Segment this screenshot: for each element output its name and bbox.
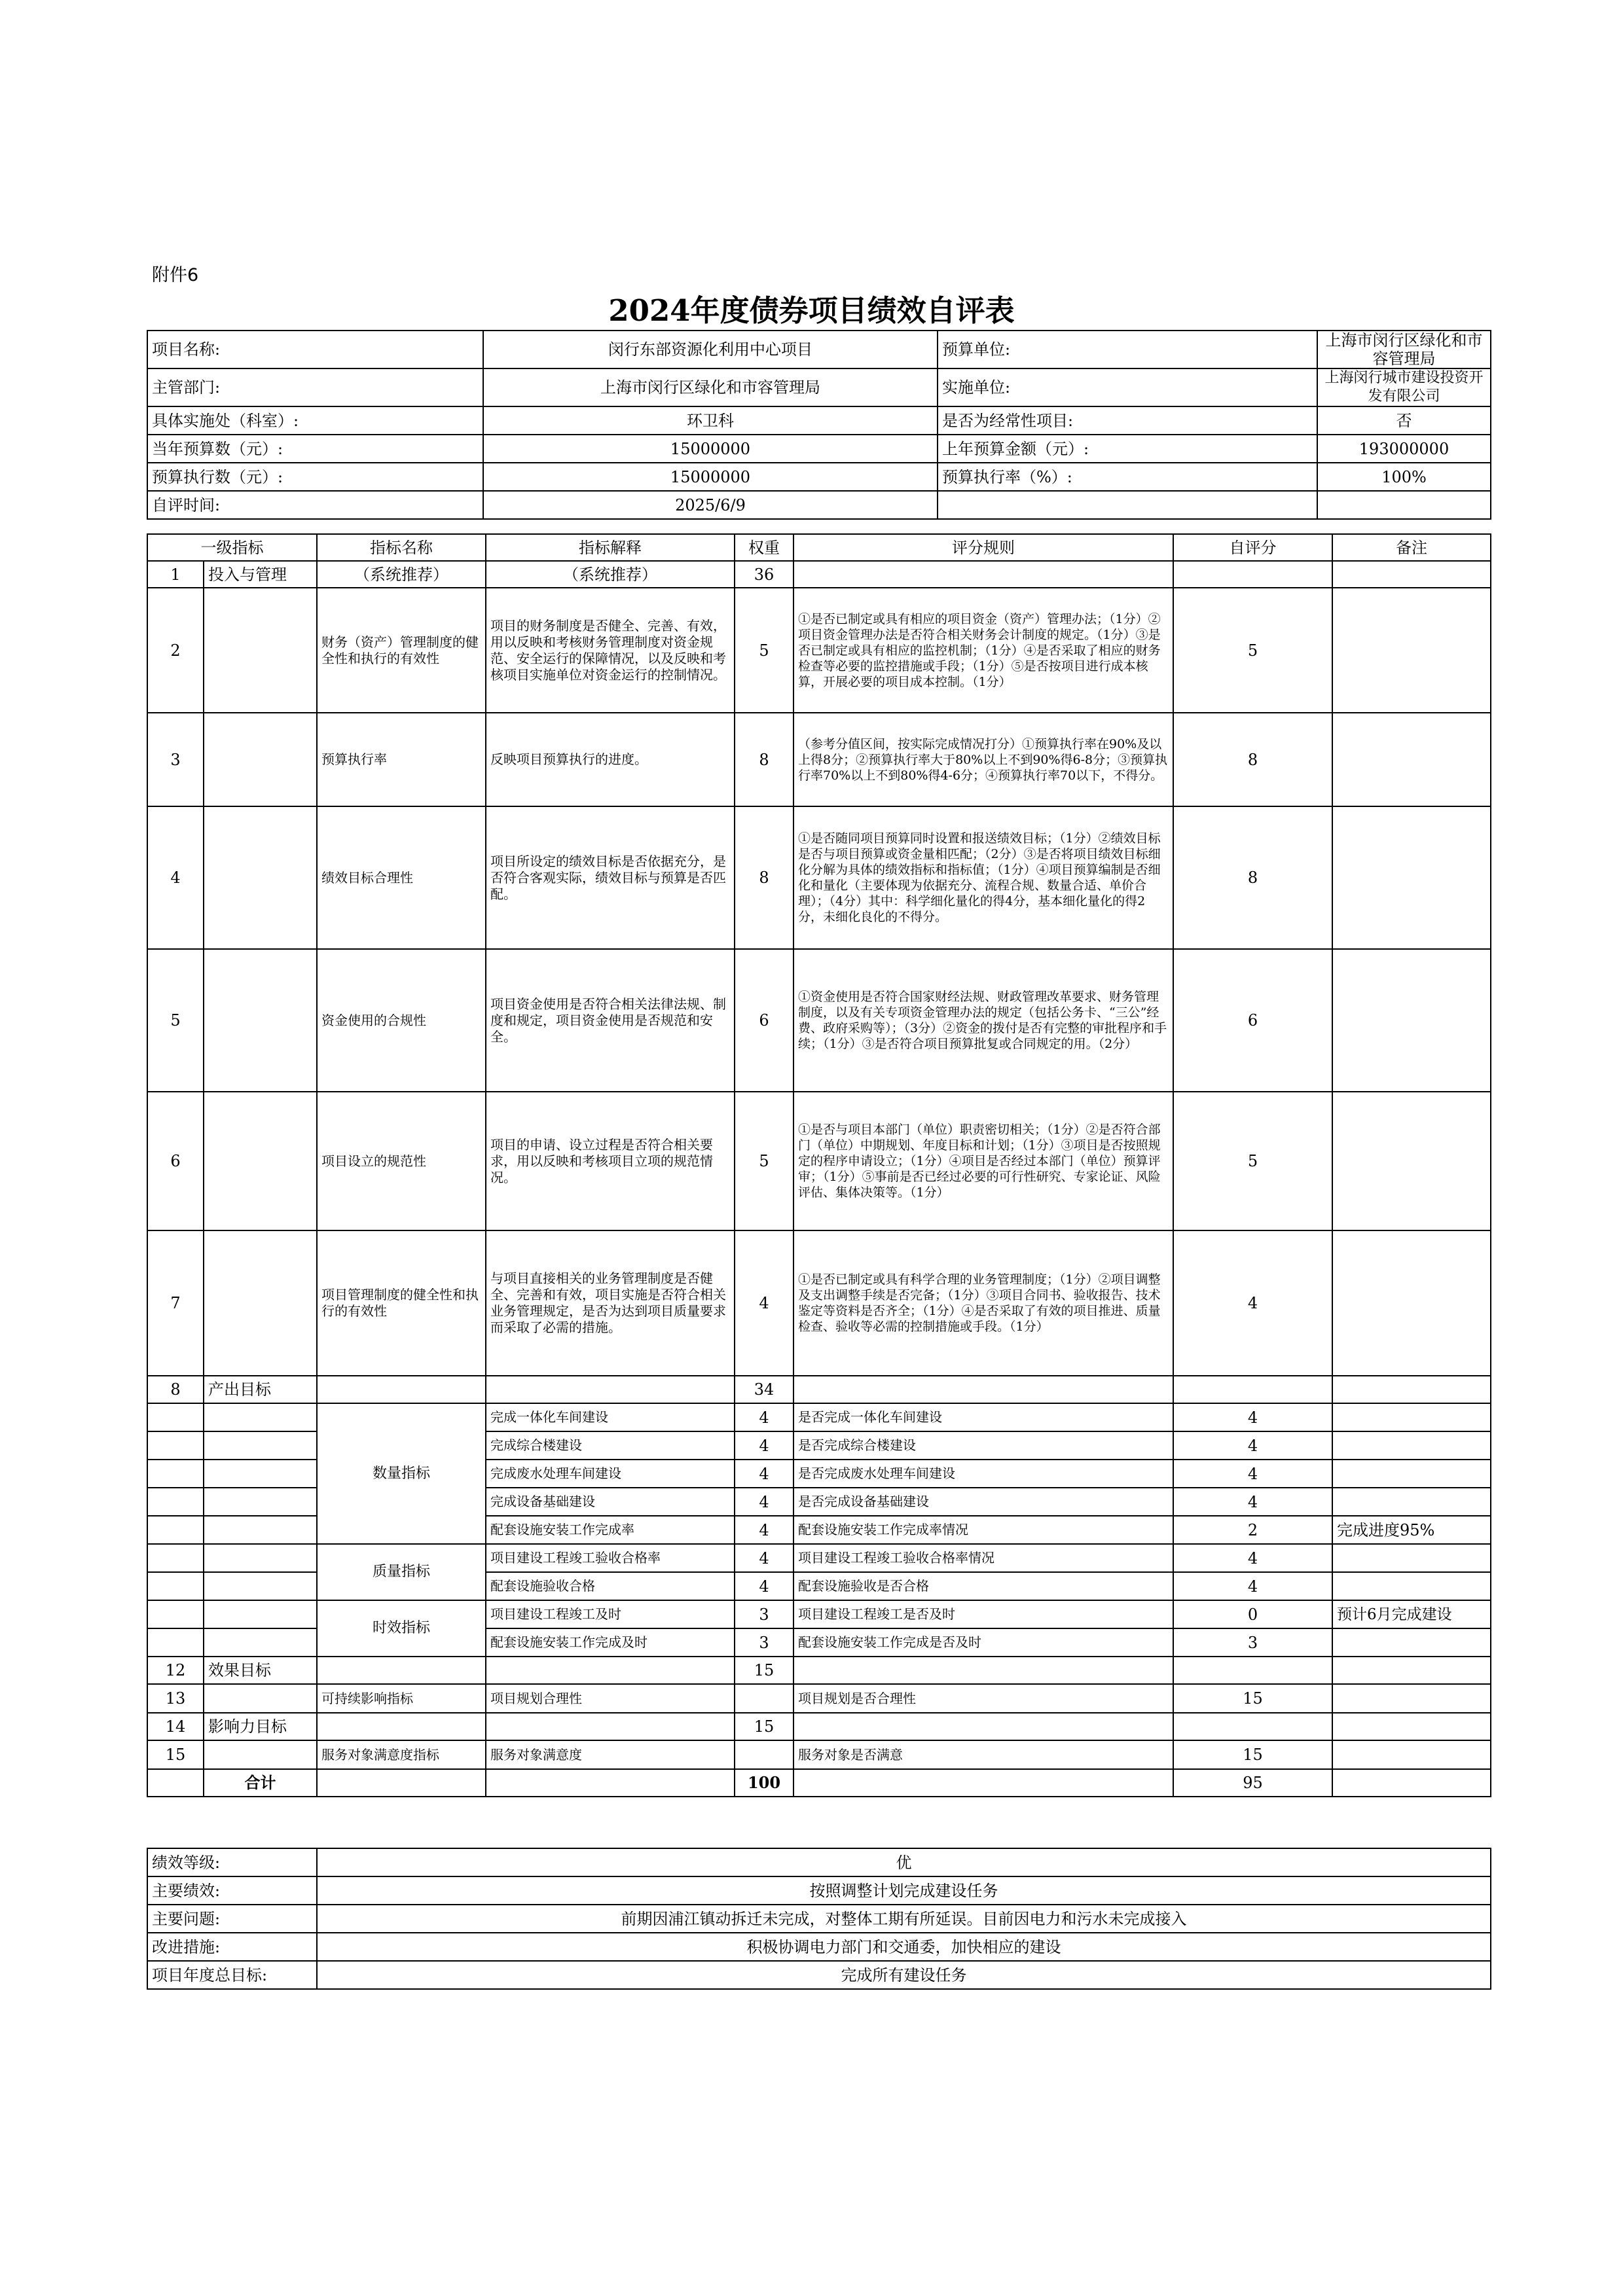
self-score: 15 (1173, 1740, 1332, 1769)
self-score (1173, 1657, 1332, 1684)
header-score: 自评分 (1173, 534, 1332, 561)
indicator-name: 预算执行率 (317, 713, 486, 806)
note (1332, 1488, 1491, 1516)
weight: 4 (735, 1460, 793, 1488)
weight: 34 (735, 1376, 793, 1403)
weight (735, 1684, 793, 1713)
header-rule: 评分规则 (793, 534, 1173, 561)
info-row (147, 491, 1491, 519)
summary-row (147, 1876, 1491, 1905)
table-row (147, 1403, 1491, 1431)
self-score: 3 (1173, 1628, 1332, 1657)
indicator-name (317, 1769, 486, 1797)
weight: 4 (735, 1230, 793, 1376)
weight: 5 (735, 1092, 793, 1230)
level1-indicator (204, 806, 317, 949)
indicator-explain: 完成废水处理车间建设 (486, 1460, 735, 1488)
note (1332, 1092, 1491, 1230)
weight: 3 (735, 1600, 793, 1628)
indicator-explain: 项目的申请、设立过程是否符合相关要求，用以反映和考核项目立项的规范情况。 (486, 1092, 735, 1230)
attachment-label: 附件6 (152, 265, 199, 285)
row-number (147, 1488, 204, 1516)
budget-value: 15000000 (483, 435, 938, 463)
indicator-explain: 完成设备基础建设 (486, 1488, 735, 1516)
indicator-explain (486, 1376, 735, 1403)
self-score: 4 (1173, 1460, 1332, 1488)
level1-indicator (204, 949, 317, 1092)
total-row (147, 1769, 1491, 1797)
indicator-explain: 配套设施验收合格 (486, 1572, 735, 1600)
row-number: 7 (147, 1230, 204, 1376)
table-row (147, 1230, 1491, 1376)
info-row (147, 406, 1491, 435)
scoring-rule: ①资金使用是否符合国家财经法规、财政管理改革要求、财务管理制度，以及有关专项资金管理办法的规定（包括公务卡、“三公”经费、政府采购等）；（3分）②资金的拨付是否有完整的审批程序和手续；（1分）③是否符合项目预算批复或合同规定的用。（2分） (793, 949, 1173, 1092)
weight: 15 (735, 1657, 793, 1684)
self-score: 6 (1173, 949, 1332, 1092)
weight: 3 (735, 1628, 793, 1657)
scoring-rule (793, 561, 1173, 588)
last-budget-label: 上年预算金额（元）: (938, 435, 1317, 463)
self-score (1173, 1713, 1332, 1740)
scoring-rule (793, 1769, 1173, 1797)
indicator-explain: 配套设施安装工作完成率 (486, 1516, 735, 1544)
level1-indicator (204, 713, 317, 806)
budget-label: 当年预算数（元）: (147, 435, 483, 463)
level1-indicator (204, 1516, 317, 1544)
table-row (147, 1657, 1491, 1684)
note (1332, 1684, 1491, 1713)
row-number: 5 (147, 949, 204, 1092)
table-row (147, 713, 1491, 806)
project-info-table (147, 330, 1491, 520)
weight: 15 (735, 1713, 793, 1740)
header-explain: 指标解释 (486, 534, 735, 561)
level1-indicator (204, 1544, 317, 1572)
note (1332, 1376, 1491, 1403)
scoring-rule: ①是否与项目本部门（单位）职责密切相关；（1分）②是否符合部门（单位）中期规划、年度目标和计划；（1分）③项目是否按照规定的程序申请设立；（1分）④项目是否经过本部门（单位）预算评审；（1分）⑤事前是否已经过必要的可行性研究、专家论证、风险评估、集体决策等。（1分） (793, 1092, 1173, 1230)
project-name-value: 闵行东部资源化利用中心项目 (483, 331, 938, 368)
self-score: 5 (1173, 1092, 1332, 1230)
time-indicator-group: 时效指标 (317, 1600, 486, 1657)
level1-indicator (204, 1600, 317, 1628)
indicator-explain: 完成一体化车间建设 (486, 1403, 735, 1431)
row-number: 15 (147, 1740, 204, 1769)
indicator-name: 绩效目标合理性 (317, 806, 486, 949)
weight: 4 (735, 1572, 793, 1600)
exec-rate-value: 100% (1317, 463, 1491, 491)
indicator-explain: 配套设施安装工作完成及时 (486, 1628, 735, 1657)
scoring-rule (793, 1657, 1173, 1684)
row-number (147, 1431, 204, 1460)
row-number: 13 (147, 1684, 204, 1713)
scoring-rule (793, 1376, 1173, 1403)
self-score: 5 (1173, 588, 1332, 713)
row-number (147, 1628, 204, 1657)
scoring-rule: 配套设施安装工作完成是否及时 (793, 1628, 1173, 1657)
level1-indicator (204, 1740, 317, 1769)
note (1332, 1740, 1491, 1769)
self-score: 2 (1173, 1516, 1332, 1544)
scoring-rule: 是否完成一体化车间建设 (793, 1403, 1173, 1431)
self-score: 8 (1173, 806, 1332, 949)
indicator-name: 财务（资产）管理制度的健全性和执行的有效性 (317, 588, 486, 713)
level1-indicator: 产出目标 (204, 1376, 317, 1403)
note (1332, 1544, 1491, 1572)
indicator-explain: 项目建设工程竣工验收合格率 (486, 1544, 735, 1572)
self-score: 4 (1173, 1544, 1332, 1572)
table-row (147, 1684, 1491, 1713)
self-score: 4 (1173, 1431, 1332, 1460)
level1-indicator (204, 1572, 317, 1600)
info-row (147, 331, 1491, 368)
note (1332, 1572, 1491, 1600)
note (1332, 1657, 1491, 1684)
weight: 4 (735, 1488, 793, 1516)
weight: 36 (735, 561, 793, 588)
level1-indicator (204, 1460, 317, 1488)
note: 完成进度95% (1332, 1516, 1491, 1544)
table-row (147, 1544, 1491, 1572)
row-number: 8 (147, 1376, 204, 1403)
table-row (147, 1713, 1491, 1740)
note (1332, 1628, 1491, 1657)
weight: 4 (735, 1516, 793, 1544)
info-row (147, 435, 1491, 463)
level1-indicator (204, 1230, 317, 1376)
self-score: 15 (1173, 1684, 1332, 1713)
row-number: 3 (147, 713, 204, 806)
grade-label: 绩效等级: (147, 1848, 317, 1876)
info-row (147, 463, 1491, 491)
weight: 4 (735, 1431, 793, 1460)
grade-value: 优 (317, 1848, 1491, 1876)
budget-unit-label: 预算单位: (938, 331, 1317, 368)
office-label: 具体实施处（科室）: (147, 406, 483, 435)
weight: 4 (735, 1403, 793, 1431)
indicator-name (317, 1657, 486, 1684)
weight: 5 (735, 588, 793, 713)
indicator-name: 项目设立的规范性 (317, 1092, 486, 1230)
indicator-table (147, 533, 1491, 1797)
scoring-rule: 项目建设工程竣工验收合格率情况 (793, 1544, 1173, 1572)
table-row (147, 1092, 1491, 1230)
header-name: 指标名称 (317, 534, 486, 561)
indicator-explain: 反映项目预算执行的进度。 (486, 713, 735, 806)
indicator-explain: 服务对象满意度 (486, 1740, 735, 1769)
scoring-rule: 配套设施验收是否合格 (793, 1572, 1173, 1600)
scoring-rule: ①是否已制定或具有科学合理的业务管理制度；（1分）②项目调整及支出调整手续是否完备；（1分）③项目合同书、验收报告、技术鉴定等资料是否齐全；（1分）④是否采取了有效的项目推进、质量检查、验收等必需的控制措施或手段。（1分） (793, 1230, 1173, 1376)
level1-indicator (204, 1431, 317, 1460)
indicator-explain: 完成综合楼建设 (486, 1431, 735, 1460)
scoring-rule: 服务对象是否满意 (793, 1740, 1173, 1769)
note (1332, 949, 1491, 1092)
indicator-explain: 项目的财务制度是否健全、完善、有效，用以反映和考核财务管理制度对资金规范、安全运行的保障情况，以及反映和考核项目实施单位对资金运行的控制情况。 (486, 588, 735, 713)
row-number: 2 (147, 588, 204, 713)
level1-indicator: 投入与管理 (204, 561, 317, 588)
competent-dept-label: 主管部门: (147, 368, 483, 406)
executed-value: 15000000 (483, 463, 938, 491)
project-name-label: 项目名称: (147, 331, 483, 368)
performance-value: 按照调整计划完成建设任务 (317, 1876, 1491, 1905)
scoring-rule: 是否完成废水处理车间建设 (793, 1460, 1173, 1488)
header-level1: 一级指标 (147, 534, 317, 561)
recurring-label: 是否为经常性项目: (938, 406, 1317, 435)
self-score: 4 (1173, 1230, 1332, 1376)
indicator-name: 可持续影响指标 (317, 1684, 486, 1713)
row-number: 14 (147, 1713, 204, 1740)
exec-rate-label: 预算执行率（%）: (938, 463, 1317, 491)
scoring-rule: 项目建设工程竣工是否及时 (793, 1600, 1173, 1628)
row-number: 6 (147, 1092, 204, 1230)
summary-row (147, 1848, 1491, 1876)
indicator-explain (486, 1713, 735, 1740)
self-score: 4 (1173, 1403, 1332, 1431)
self-score: 4 (1173, 1572, 1332, 1600)
self-score (1173, 1376, 1332, 1403)
goal-label: 项目年度总目标: (147, 1961, 317, 1989)
indicator-explain: （系统推荐） (486, 561, 735, 588)
problem-value: 前期因浦江镇动拆迁未完成，对整体工期有所延误。目前因电力和污水未完成接入 (317, 1905, 1491, 1933)
level1-indicator (204, 1092, 317, 1230)
header-row (147, 534, 1491, 561)
scoring-rule: ①是否已制定或具有相应的项目资金（资产）管理办法；（1分）②项目资金管理办法是否符合相关财务会计制度的规定。（1分）③是否已制定或具有相应的监控机制；（1分）④是否采取了相应的财务检查等必要的监控措施或手段；（1分）⑤是否按项目进行成本核算，开展必要的项目成本控制。（1分） (793, 588, 1173, 713)
eval-time-label: 自评时间: (147, 491, 483, 519)
executed-label: 预算执行数（元）: (147, 463, 483, 491)
indicator-explain: 项目所设定的绩效目标是否依据充分，是否符合客观实际，绩效目标与预算是否匹配。 (486, 806, 735, 949)
table-row (147, 949, 1491, 1092)
scoring-rule: 项目规划是否合理性 (793, 1684, 1173, 1713)
self-score: 4 (1173, 1488, 1332, 1516)
budget-unit-value: 上海市闵行区绿化和市容管理局 (1317, 331, 1491, 368)
quality-indicator-group: 质量指标 (317, 1544, 486, 1600)
row-number (147, 1769, 204, 1797)
level1-indicator: 影响力目标 (204, 1713, 317, 1740)
summary-row (147, 1905, 1491, 1933)
total-score: 95 (1173, 1769, 1332, 1797)
competent-dept-value: 上海市闵行区绿化和市容管理局 (483, 368, 938, 406)
row-number (147, 1544, 204, 1572)
indicator-explain: 与项目直接相关的业务管理制度是否健全、完善和有效，项目实施是否符合相关业务管理规定，是否为达到项目质量要求而采取了必需的措施。 (486, 1230, 735, 1376)
level1-indicator: 效果目标 (204, 1657, 317, 1684)
indicator-explain: 项目规划合理性 (486, 1684, 735, 1713)
empty-cell (1317, 491, 1491, 519)
note (1332, 588, 1491, 713)
level1-indicator (204, 588, 317, 713)
row-number (147, 1600, 204, 1628)
note: 预计6月完成建设 (1332, 1600, 1491, 1628)
scoring-rule: 配套设施安装工作完成率情况 (793, 1516, 1173, 1544)
level1-indicator (204, 1403, 317, 1431)
row-number: 12 (147, 1657, 204, 1684)
weight (735, 1740, 793, 1769)
indicator-name: 资金使用的合规性 (317, 949, 486, 1092)
table-row (147, 1376, 1491, 1403)
weight: 8 (735, 806, 793, 949)
note (1332, 1713, 1491, 1740)
indicator-explain (486, 1657, 735, 1684)
total-weight: 100 (735, 1769, 793, 1797)
measure-label: 改进措施: (147, 1933, 317, 1961)
header-weight: 权重 (735, 534, 793, 561)
table-row (147, 806, 1491, 949)
level1-indicator (204, 1628, 317, 1657)
self-score (1173, 561, 1332, 588)
level1-indicator (204, 1684, 317, 1713)
summary-table (147, 1848, 1491, 1990)
eval-time-value: 2025/6/9 (483, 491, 938, 519)
impl-unit-value: 上海闵行城市建设投资开发有限公司 (1317, 368, 1491, 406)
header-note: 备注 (1332, 534, 1491, 561)
row-number: 1 (147, 561, 204, 588)
note (1332, 1230, 1491, 1376)
performance-label: 主要绩效: (147, 1876, 317, 1905)
page-title: 2024年度债券项目绩效自评表 (608, 293, 1015, 328)
note (1332, 561, 1491, 588)
indicator-explain (486, 1769, 735, 1797)
last-budget-value: 193000000 (1317, 435, 1491, 463)
weight: 6 (735, 949, 793, 1092)
note (1332, 713, 1491, 806)
indicator-explain: 项目建设工程竣工及时 (486, 1600, 735, 1628)
info-row (147, 368, 1491, 406)
self-score: 8 (1173, 713, 1332, 806)
scoring-rule: 是否完成综合楼建设 (793, 1431, 1173, 1460)
measure-value: 积极协调电力部门和交通委，加快相应的建设 (317, 1933, 1491, 1961)
scoring-rule: 是否完成设备基础建设 (793, 1488, 1173, 1516)
note (1332, 1403, 1491, 1431)
indicator-name (317, 1376, 486, 1403)
note (1332, 1431, 1491, 1460)
self-score: 0 (1173, 1600, 1332, 1628)
problem-label: 主要问题: (147, 1905, 317, 1933)
level1-indicator (204, 1488, 317, 1516)
note (1332, 806, 1491, 949)
row-number (147, 1403, 204, 1431)
empty-cell (938, 491, 1317, 519)
row-number (147, 1516, 204, 1544)
row-number: 4 (147, 806, 204, 949)
indicator-name (317, 1713, 486, 1740)
indicator-explain: 项目资金使用是否符合相关法律法规、制度和规定，项目资金使用是否规范和安全。 (486, 949, 735, 1092)
weight: 8 (735, 713, 793, 806)
summary-row (147, 1961, 1491, 1989)
note (1332, 1769, 1491, 1797)
indicator-name: 服务对象满意度指标 (317, 1740, 486, 1769)
note (1332, 1460, 1491, 1488)
scoring-rule (793, 1713, 1173, 1740)
row-number (147, 1460, 204, 1488)
office-value: 环卫科 (483, 406, 938, 435)
scoring-rule: ①是否随同项目预算同时设置和报送绩效目标；（1分）②绩效目标是否与项目预算或资金量相匹配；（2分）③是否将项目绩效目标细化分解为具体的绩效指标和指标值；（1分）④项目预算编制是否细化和量化（主要体现为依据充分、流程合规、数量合适、单价合理）；（4分）其中：科学细化量化的得4分，基本细化量化的得2分，未细化良化的不得分。 (793, 806, 1173, 949)
indicator-name: （系统推荐） (317, 561, 486, 588)
scoring-rule: （参考分值区间，按实际完成情况打分）①预算执行率在90%及以上得8分；②预算执行率大于80%以上不到90%得6-8分；③预算执行率70%以上不到80%得4-6分；④预算执行率70以下，不得分。 (793, 713, 1173, 806)
row-number (147, 1572, 204, 1600)
weight: 4 (735, 1544, 793, 1572)
table-row (147, 561, 1491, 588)
recurring-value: 否 (1317, 406, 1491, 435)
impl-unit-label: 实施单位: (938, 368, 1317, 406)
summary-row (147, 1933, 1491, 1961)
table-row (147, 1740, 1491, 1769)
total-label: 合计 (204, 1769, 317, 1797)
table-row (147, 588, 1491, 713)
table-row (147, 1600, 1491, 1628)
indicator-name: 项目管理制度的健全性和执行的有效性 (317, 1230, 486, 1376)
quantity-indicator-group: 数量指标 (317, 1403, 486, 1544)
goal-value: 完成所有建设任务 (317, 1961, 1491, 1989)
